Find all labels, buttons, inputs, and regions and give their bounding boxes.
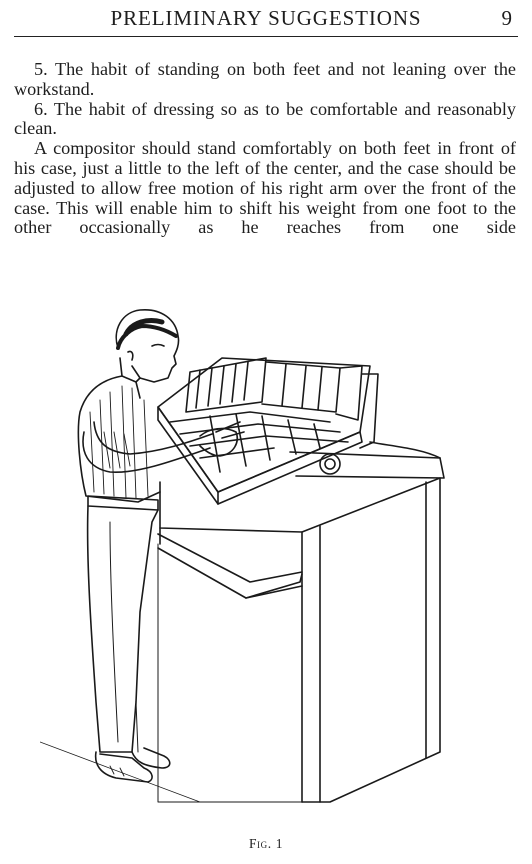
running-head: [14, 2, 518, 32]
paragraph-item-6: 6. The habit of dressing so as to be comfortable and reasonably clean.: [14, 98, 516, 139]
running-title: PRELIMINARY SUGGESTIONS: [110, 6, 422, 30]
compositor-figure: [78, 310, 244, 782]
page-number: 9: [501, 6, 512, 30]
figure-caption: Fig. 1: [248, 836, 284, 851]
paragraph-compositor: A compositor should stand comfortably on both feet in front of his case, just a little to the left of the center, and the case should be adjusted to allow free motion of his right arm over the front of the case. This will enable him to shift his weight from one foot to the other occasionally as he reaches from one side: [14, 138, 516, 238]
header-rule: [14, 36, 518, 37]
body-text: [14, 60, 516, 238]
paragraph-item-5: 5. The habit of standing on both feet and not leaning over the workstand.: [14, 59, 516, 99]
compositor-illustration: [40, 282, 460, 827]
